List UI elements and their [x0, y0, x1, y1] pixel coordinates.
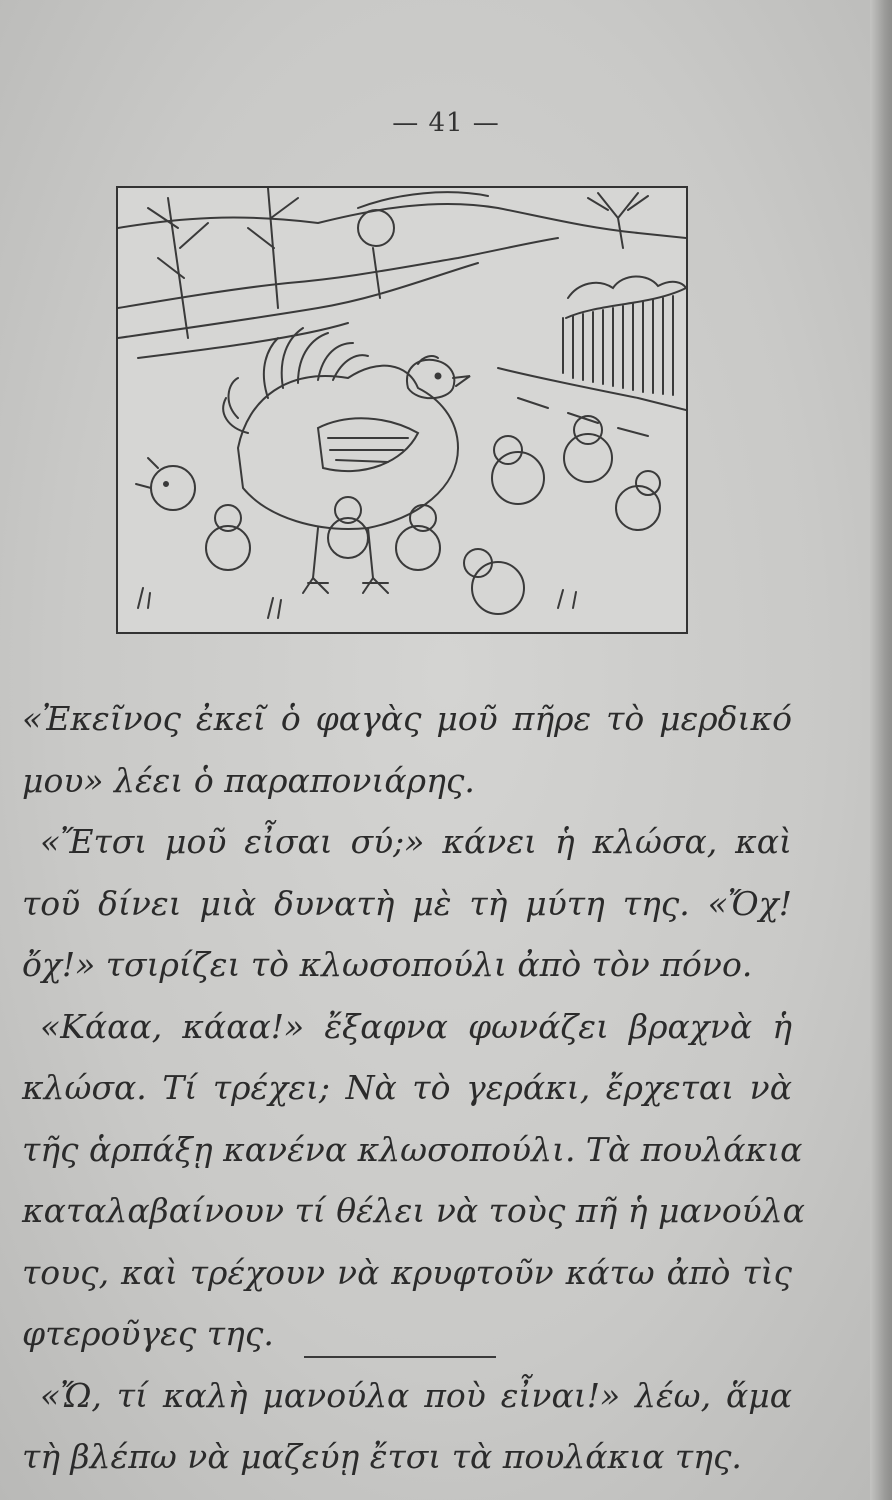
- text-line: μου» λέει ὁ παραπονιάρης.: [22, 760, 475, 800]
- text-line: καταλαβαίνουν τί θέλει νὰ τοὺς πῆ ἡ μανούλα: [22, 1191, 805, 1230]
- text-line: φτεροῦγες της.: [22, 1314, 274, 1353]
- text-line: κλώσα. Τί τρέχει; Νὰ τὸ γεράκι, ἔρχεται νὰ: [22, 1068, 792, 1107]
- story-text: [22, 688, 805, 1488]
- text-line: τῆς ἁρπάξῃ κανένα κλωσοπούλι. Τὰ πουλάκια: [22, 1129, 803, 1169]
- text-line: «Ὤ, τί καλὴ μανούλα ποὺ εἶναι!» λέω, ἅμα: [40, 1375, 792, 1415]
- section-divider: [304, 1356, 496, 1358]
- text-line: ὄχ!» τσιρίζει τὸ κλωσοπούλι ἀπὸ τὸν πόνο.: [22, 945, 753, 984]
- text-line: «Ἐκεῖνος ἐκεῖ ὁ φαγὰς μοῦ πῆρε τὸ μερδικό: [22, 699, 792, 738]
- text-line: «Ἔτσι μοῦ εἶσαι σύ;» κάνει ἡ κλώσα, καὶ: [40, 822, 792, 861]
- hen-with-chicks-engraving-icon: [116, 186, 688, 634]
- page-number: — 41 —: [392, 108, 500, 138]
- text-line: τους, καὶ τρέχουν νὰ κρυφτοῦν κάτω ἀπὸ τὶς: [22, 1252, 792, 1292]
- text-line: τὴ βλέπω νὰ μαζεύῃ ἔτσι τὰ πουλάκια της.: [22, 1437, 742, 1476]
- text-line: τοῦ δίνει μιὰ δυνατὴ μὲ τὴ μύτη της. «Ὄχ!: [22, 883, 792, 923]
- text-line: «Κάαα, κάαα!» ἔξαφνα φωνάζει βραχνὰ ἡ: [40, 1006, 792, 1046]
- book-spine-shadow: [870, 0, 892, 1500]
